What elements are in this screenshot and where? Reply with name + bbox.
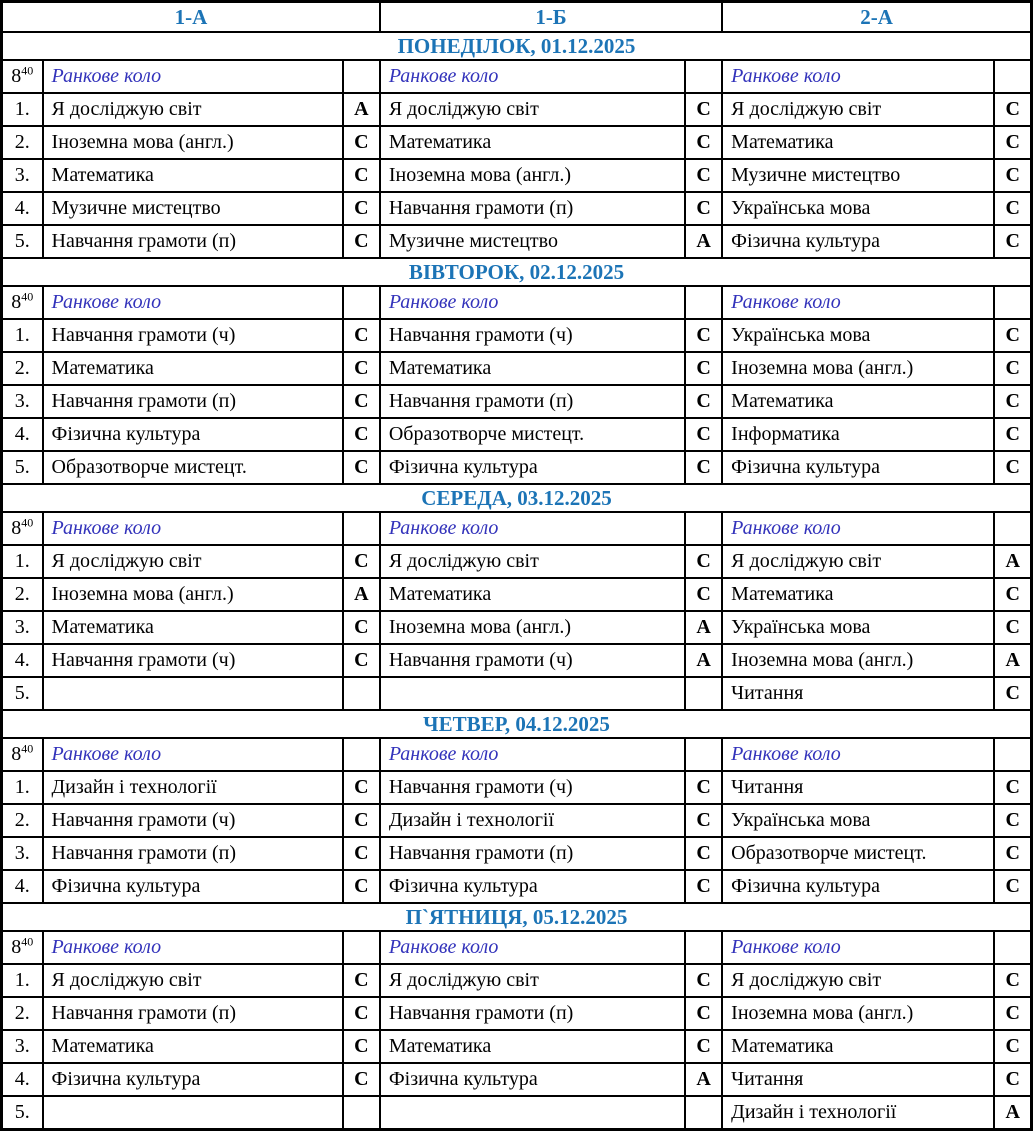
- group-mark-cell: С: [343, 804, 380, 837]
- lesson-number-cell: 3.: [2, 837, 43, 870]
- morning-circle-cell: Ранкове коло: [380, 738, 685, 771]
- group-mark-cell: [994, 60, 1031, 93]
- subject-cell: Образотворче мистецт.: [722, 837, 994, 870]
- lesson-number-cell: 1.: [2, 545, 43, 578]
- group-mark-cell: С: [994, 578, 1031, 611]
- subject-cell: Я досліджую світ: [43, 93, 343, 126]
- group-mark-cell: С: [343, 385, 380, 418]
- group-mark-cell: [685, 512, 722, 545]
- subject-cell: Навчання грамоти (п): [380, 837, 685, 870]
- morning-circle-cell: Ранкове коло: [43, 512, 343, 545]
- subject-cell: Математика: [43, 159, 343, 192]
- morning-circle-cell: Ранкове коло: [722, 931, 994, 964]
- group-mark-cell: С: [994, 1063, 1031, 1096]
- lesson-row: [2, 771, 1032, 804]
- group-mark-cell: С: [994, 771, 1031, 804]
- subject-cell: Фізична культура: [722, 225, 994, 258]
- group-mark-cell: [343, 931, 380, 964]
- subject-cell: Українська мова: [722, 319, 994, 352]
- group-mark-cell: С: [994, 997, 1031, 1030]
- lesson-row: [2, 804, 1032, 837]
- subject-cell: Дизайн і технології: [722, 1096, 994, 1130]
- day-header-row: [2, 484, 1032, 512]
- group-mark-cell: С: [994, 352, 1031, 385]
- lesson-number-cell: 1.: [2, 964, 43, 997]
- subject-cell: Дизайн і технології: [43, 771, 343, 804]
- subject-cell: [380, 1096, 685, 1130]
- group-mark-cell: С: [343, 352, 380, 385]
- day-header: П`ЯТНИЦЯ, 05.12.2025: [2, 903, 1032, 931]
- lesson-number-cell: 2.: [2, 578, 43, 611]
- morning-row: [2, 286, 1032, 319]
- time-minutes: 40: [21, 63, 34, 78]
- group-mark-cell: С: [685, 804, 722, 837]
- subject-cell: Фізична культура: [380, 1063, 685, 1096]
- group-mark-cell: С: [343, 159, 380, 192]
- subject-cell: Музичне мистецтво: [380, 225, 685, 258]
- day-header: ВІВТОРОК, 02.12.2025: [2, 258, 1032, 286]
- group-mark-cell: С: [685, 964, 722, 997]
- day-header-row: [2, 258, 1032, 286]
- group-mark-cell: С: [343, 964, 380, 997]
- subject-cell: Я досліджую світ: [722, 964, 994, 997]
- group-mark-cell: С: [994, 677, 1031, 710]
- group-mark-cell: А: [343, 93, 380, 126]
- lesson-row: [2, 545, 1032, 578]
- subject-cell: Математика: [380, 352, 685, 385]
- time-cell: [2, 60, 43, 93]
- subject-cell: Іноземна мова (англ.): [380, 611, 685, 644]
- subject-cell: Навчання грамоти (ч): [380, 644, 685, 677]
- lesson-row: [2, 997, 1032, 1030]
- lesson-row: [2, 1096, 1032, 1130]
- morning-circle-cell: Ранкове коло: [380, 512, 685, 545]
- group-mark-cell: С: [994, 1030, 1031, 1063]
- lesson-number-cell: 4.: [2, 1063, 43, 1096]
- group-mark-cell: [685, 1096, 722, 1130]
- group-mark-cell: С: [343, 225, 380, 258]
- group-mark-cell: А: [994, 545, 1031, 578]
- group-mark-cell: С: [685, 418, 722, 451]
- lesson-row: [2, 677, 1032, 710]
- lesson-number-cell: 1.: [2, 319, 43, 352]
- subject-cell: Я досліджую світ: [380, 545, 685, 578]
- subject-cell: Математика: [380, 1030, 685, 1063]
- subject-cell: Навчання грамоти (п): [43, 385, 343, 418]
- subject-cell: Математика: [722, 1030, 994, 1063]
- subject-cell: Математика: [43, 1030, 343, 1063]
- morning-row: [2, 931, 1032, 964]
- group-mark-cell: С: [343, 418, 380, 451]
- group-mark-cell: [343, 738, 380, 771]
- subject-cell: Навчання грамоти (п): [43, 837, 343, 870]
- lesson-row: [2, 159, 1032, 192]
- group-mark-cell: [994, 738, 1031, 771]
- group-mark-cell: С: [343, 611, 380, 644]
- lesson-row: [2, 964, 1032, 997]
- subject-cell: Математика: [722, 578, 994, 611]
- group-mark-cell: С: [685, 385, 722, 418]
- group-mark-cell: С: [685, 93, 722, 126]
- group-mark-cell: С: [685, 545, 722, 578]
- morning-circle-cell: Ранкове коло: [380, 931, 685, 964]
- subject-cell: Фізична культура: [43, 418, 343, 451]
- group-mark-cell: С: [685, 578, 722, 611]
- subject-cell: Фізична культура: [43, 870, 343, 903]
- subject-cell: Фізична культура: [380, 451, 685, 484]
- subject-cell: Математика: [380, 126, 685, 159]
- class-header-1a: 1-А: [2, 2, 380, 33]
- time-minutes: 40: [21, 741, 34, 756]
- subject-cell: Навчання грамоти (п): [380, 997, 685, 1030]
- subject-cell: Українська мова: [722, 804, 994, 837]
- subject-cell: Математика: [380, 578, 685, 611]
- group-mark-cell: А: [994, 1096, 1031, 1130]
- group-mark-cell: С: [685, 352, 722, 385]
- group-mark-cell: С: [343, 771, 380, 804]
- group-mark-cell: С: [343, 126, 380, 159]
- subject-cell: Іноземна мова (англ.): [722, 352, 994, 385]
- group-mark-cell: С: [343, 1030, 380, 1063]
- time-minutes: 40: [21, 515, 34, 530]
- group-mark-cell: С: [343, 870, 380, 903]
- morning-circle-cell: Ранкове коло: [380, 286, 685, 319]
- group-mark-cell: С: [994, 418, 1031, 451]
- group-mark-cell: [994, 512, 1031, 545]
- group-mark-cell: С: [343, 644, 380, 677]
- time-hour: 8: [11, 291, 22, 313]
- day-header: ЧЕТВЕР, 04.12.2025: [2, 710, 1032, 738]
- lesson-row: [2, 319, 1032, 352]
- subject-cell: Фізична культура: [722, 870, 994, 903]
- time-cell: [2, 512, 43, 545]
- subject-cell: Навчання грамоти (п): [380, 192, 685, 225]
- group-mark-cell: С: [994, 804, 1031, 837]
- subject-cell: Навчання грамоти (ч): [43, 319, 343, 352]
- day-header: ПОНЕДІЛОК, 01.12.2025: [2, 32, 1032, 60]
- group-mark-cell: С: [994, 225, 1031, 258]
- subject-cell: Музичне мистецтво: [722, 159, 994, 192]
- group-mark-cell: С: [343, 997, 380, 1030]
- group-mark-cell: С: [994, 611, 1031, 644]
- class-header-1b: 1-Б: [380, 2, 722, 33]
- group-mark-cell: С: [343, 837, 380, 870]
- morning-circle-cell: Ранкове коло: [43, 286, 343, 319]
- group-mark-cell: С: [685, 451, 722, 484]
- group-mark-cell: С: [343, 319, 380, 352]
- lesson-number-cell: 4.: [2, 644, 43, 677]
- lesson-row: [2, 578, 1032, 611]
- subject-cell: [43, 1096, 343, 1130]
- morning-circle-cell: Ранкове коло: [43, 60, 343, 93]
- group-mark-cell: С: [685, 192, 722, 225]
- group-mark-cell: С: [343, 192, 380, 225]
- lesson-row: [2, 352, 1032, 385]
- subject-cell: Фізична культура: [380, 870, 685, 903]
- group-mark-cell: С: [343, 1063, 380, 1096]
- subject-cell: Математика: [722, 385, 994, 418]
- subject-cell: Я досліджую світ: [43, 545, 343, 578]
- subject-cell: Я досліджую світ: [380, 964, 685, 997]
- subject-cell: Іноземна мова (англ.): [722, 644, 994, 677]
- lesson-number-cell: 3.: [2, 1030, 43, 1063]
- lesson-row: [2, 385, 1032, 418]
- morning-row: [2, 512, 1032, 545]
- day-header-row: [2, 32, 1032, 60]
- time-hour: 8: [11, 743, 22, 765]
- group-mark-cell: [685, 677, 722, 710]
- subject-cell: Іноземна мова (англ.): [43, 126, 343, 159]
- lesson-row: [2, 126, 1032, 159]
- group-mark-cell: С: [685, 870, 722, 903]
- group-mark-cell: С: [994, 159, 1031, 192]
- lesson-number-cell: 5.: [2, 677, 43, 710]
- group-mark-cell: [343, 60, 380, 93]
- lesson-number-cell: 5.: [2, 451, 43, 484]
- lesson-row: [2, 451, 1032, 484]
- group-mark-cell: С: [994, 870, 1031, 903]
- subject-cell: Я досліджую світ: [722, 545, 994, 578]
- lesson-number-cell: 3.: [2, 159, 43, 192]
- group-mark-cell: С: [685, 159, 722, 192]
- time-cell: [2, 286, 43, 319]
- subject-cell: Читання: [722, 677, 994, 710]
- morning-circle-cell: Ранкове коло: [722, 512, 994, 545]
- group-mark-cell: С: [994, 964, 1031, 997]
- lesson-number-cell: 4.: [2, 418, 43, 451]
- time-minutes: 40: [21, 934, 34, 949]
- time-minutes: 40: [21, 289, 34, 304]
- subject-cell: Дизайн і технології: [380, 804, 685, 837]
- group-mark-cell: [343, 286, 380, 319]
- group-mark-cell: С: [994, 126, 1031, 159]
- group-mark-cell: [343, 512, 380, 545]
- morning-row: [2, 60, 1032, 93]
- group-mark-cell: С: [343, 545, 380, 578]
- morning-row: [2, 738, 1032, 771]
- lesson-number-cell: 2.: [2, 997, 43, 1030]
- lesson-number-cell: 5.: [2, 225, 43, 258]
- group-mark-cell: С: [994, 93, 1031, 126]
- subject-cell: Фізична культура: [43, 1063, 343, 1096]
- subject-cell: Я досліджую світ: [722, 93, 994, 126]
- group-mark-cell: [685, 60, 722, 93]
- subject-cell: Навчання грамоти (ч): [380, 319, 685, 352]
- lesson-number-cell: 3.: [2, 385, 43, 418]
- group-mark-cell: С: [994, 192, 1031, 225]
- group-mark-cell: [685, 286, 722, 319]
- subject-cell: Іноземна мова (англ.): [43, 578, 343, 611]
- group-mark-cell: [994, 931, 1031, 964]
- lesson-row: [2, 418, 1032, 451]
- subject-cell: Іноземна мова (англ.): [380, 159, 685, 192]
- lesson-number-cell: 5.: [2, 1096, 43, 1130]
- day-header: СЕРЕДА, 03.12.2025: [2, 484, 1032, 512]
- group-mark-cell: А: [343, 578, 380, 611]
- lesson-row: [2, 225, 1032, 258]
- lesson-row: [2, 870, 1032, 903]
- time-hour: 8: [11, 65, 22, 87]
- lesson-number-cell: 2.: [2, 126, 43, 159]
- group-mark-cell: С: [343, 451, 380, 484]
- lesson-row: [2, 1063, 1032, 1096]
- subject-cell: Навчання грамоти (ч): [43, 804, 343, 837]
- group-mark-cell: А: [685, 611, 722, 644]
- lesson-number-cell: 4.: [2, 870, 43, 903]
- group-mark-cell: [343, 677, 380, 710]
- time-cell: [2, 738, 43, 771]
- group-mark-cell: С: [685, 837, 722, 870]
- lesson-row: [2, 93, 1032, 126]
- group-mark-cell: А: [994, 644, 1031, 677]
- subject-cell: Я досліджую світ: [380, 93, 685, 126]
- group-mark-cell: С: [994, 837, 1031, 870]
- group-mark-cell: С: [994, 385, 1031, 418]
- group-mark-cell: А: [685, 1063, 722, 1096]
- lesson-row: [2, 611, 1032, 644]
- subject-cell: Навчання грамоти (п): [43, 997, 343, 1030]
- group-mark-cell: [343, 1096, 380, 1130]
- subject-cell: Образотворче мистецт.: [380, 418, 685, 451]
- group-mark-cell: А: [685, 225, 722, 258]
- group-mark-cell: С: [994, 451, 1031, 484]
- lesson-number-cell: 1.: [2, 93, 43, 126]
- lesson-number-cell: 1.: [2, 771, 43, 804]
- subject-cell: Музичне мистецтво: [43, 192, 343, 225]
- morning-circle-cell: Ранкове коло: [380, 60, 685, 93]
- subject-cell: Українська мова: [722, 611, 994, 644]
- morning-circle-cell: Ранкове коло: [722, 60, 994, 93]
- group-mark-cell: С: [685, 1030, 722, 1063]
- morning-circle-cell: Ранкове коло: [43, 931, 343, 964]
- day-header-row: [2, 903, 1032, 931]
- time-hour: 8: [11, 936, 22, 958]
- group-mark-cell: С: [685, 319, 722, 352]
- subject-cell: Математика: [43, 611, 343, 644]
- morning-circle-cell: Ранкове коло: [43, 738, 343, 771]
- subject-cell: Навчання грамоти (п): [43, 225, 343, 258]
- group-mark-cell: С: [994, 319, 1031, 352]
- group-mark-cell: А: [685, 644, 722, 677]
- morning-circle-cell: Ранкове коло: [722, 738, 994, 771]
- subject-cell: Математика: [43, 352, 343, 385]
- lesson-number-cell: 2.: [2, 804, 43, 837]
- lesson-row: [2, 644, 1032, 677]
- subject-cell: Образотворче мистецт.: [43, 451, 343, 484]
- subject-cell: Навчання грамоти (ч): [380, 771, 685, 804]
- lesson-number-cell: 3.: [2, 611, 43, 644]
- class-header-row: [2, 2, 1032, 33]
- subject-cell: [43, 677, 343, 710]
- group-mark-cell: [685, 738, 722, 771]
- lesson-row: [2, 1030, 1032, 1063]
- morning-circle-cell: Ранкове коло: [722, 286, 994, 319]
- subject-cell: Я досліджую світ: [43, 964, 343, 997]
- group-mark-cell: [685, 931, 722, 964]
- lesson-row: [2, 837, 1032, 870]
- class-header-2a: 2-А: [722, 2, 1031, 33]
- subject-cell: Читання: [722, 1063, 994, 1096]
- group-mark-cell: С: [685, 126, 722, 159]
- group-mark-cell: С: [685, 771, 722, 804]
- time-hour: 8: [11, 517, 22, 539]
- time-cell: [2, 931, 43, 964]
- subject-cell: [380, 677, 685, 710]
- group-mark-cell: [994, 286, 1031, 319]
- timetable-body: [2, 2, 1032, 1130]
- lesson-number-cell: 4.: [2, 192, 43, 225]
- subject-cell: Іноземна мова (англ.): [722, 997, 994, 1030]
- lesson-row: [2, 192, 1032, 225]
- subject-cell: Інформатика: [722, 418, 994, 451]
- group-mark-cell: С: [685, 997, 722, 1030]
- subject-cell: Читання: [722, 771, 994, 804]
- subject-cell: Математика: [722, 126, 994, 159]
- subject-cell: Навчання грамоти (ч): [43, 644, 343, 677]
- subject-cell: Навчання грамоти (п): [380, 385, 685, 418]
- day-header-row: [2, 710, 1032, 738]
- subject-cell: Фізична культура: [722, 451, 994, 484]
- subject-cell: Українська мова: [722, 192, 994, 225]
- lesson-number-cell: 2.: [2, 352, 43, 385]
